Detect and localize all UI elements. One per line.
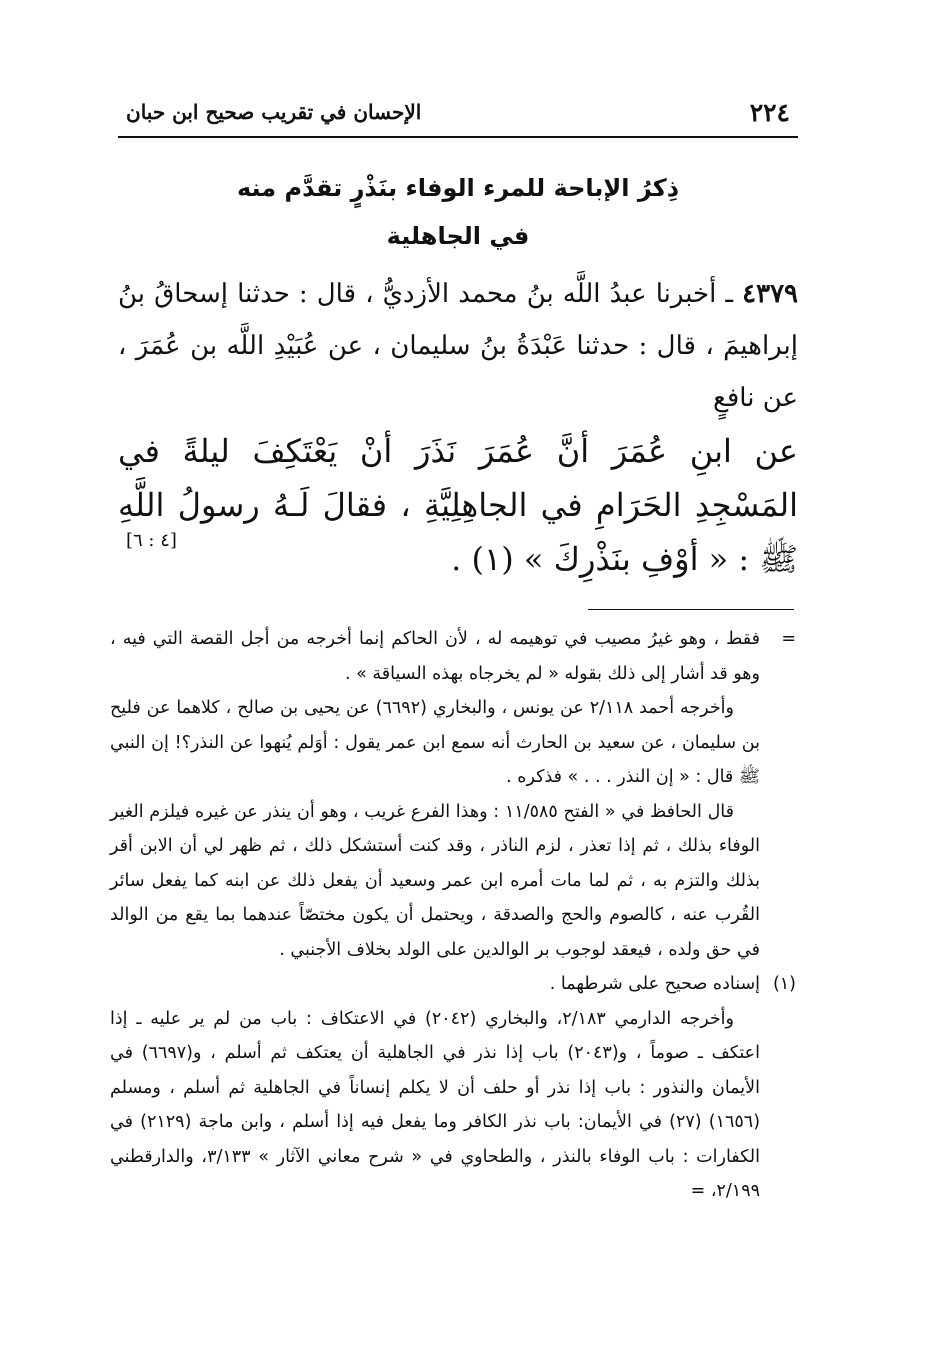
footnote-1-continued [110, 1002, 800, 1209]
chapter-title-line2: في الجاهلية [386, 222, 530, 250]
hadith-isnad [118, 268, 798, 424]
hadith-matn: عن ابنِ عُمَرَ أنَّ عُمَرَ نَذَرَ أنْ يَعْتَكِفَ ليلةً في المَسْجِدِ الحَرَامِ في الجاهِلِيَّةِ ، فقالَ لَـهُ رسولُ اللَّهِ ﷺ : « أوْفِ بنَذْرِكَ » (١) . [118, 432, 798, 578]
running-title: الإحسان في تقريب صحيح ابن حبان [126, 100, 422, 124]
footnote-1-marker: (١) [772, 974, 796, 994]
footnote-continuation-2 [110, 691, 800, 795]
hadith-reference: [٤ : ٦] [126, 530, 177, 551]
footnote-continuation-1 [110, 622, 800, 691]
footnote-text: فقط ، وهو غيرُ مصيب في توهيمه له ، لأن الحاكم إنما أخرجه من أجل القصة التي فيه ، وهو قد أشار إلى ذلك بقوله « لم يخرجاه بهذه السياقة » . [110, 629, 760, 684]
page-number: ٢٢٤ [749, 98, 790, 127]
page-header [118, 96, 798, 136]
footnote-text: وأخرجه أحمد ٢/١١٨ عن يونس ، والبخاري (٦٦٩٢) عن يحيى بن صالح ، كلاهما عن فليح بن سليمان ، عن سعيد بن الحارث أنه سمع ابن عمر يقول : أوَلم يُنهوا عن النذر؟! إن النبي ﷺ قال : « إن النذر . . . » فذكره . [110, 698, 760, 787]
footnote-1 [110, 967, 800, 1002]
footnote-text: وأخرجه الدارمي ٢/١٨٣، والبخاري (٢٠٤٢) في الاعتكاف : باب من لم ير عليه ـ إذا اعتكف ـ صوماً ، و(٢٠٤٣) باب إذا نذر في الجاهلية أن يعتكف ثم أسلم ، و(٦٦٩٧) في الأيمان والنذور : باب إذا نذر أو حلف أن لا يكلم إنساناً في الجاهلية ثم أسلم ، ومسلم (١٦٥٦) (٢٧) في الأيمان: باب نذر الكافر وما يفعل فيه إذا أسلم ، وابن ماجة (٢١٢٩) في الكفارات : باب الوفاء بالنذر ، والطحاوي في « شرح معاني الآثار » ٣/١٣٣، والدارقطني ٢/١٩٩، = [110, 1008, 761, 1201]
chapter-title-line1: ذِكرُ الإباحة للمرء الوفاء بنَذْرٍ تقدَّم منه [236, 174, 680, 202]
footnote-rule [588, 609, 794, 610]
footnote-text: إسناده صحيح على شرطهما . [549, 974, 760, 994]
hadith-number: ٤٣٧٩ [742, 279, 798, 309]
chapter-title [118, 164, 798, 260]
hadith-isnad-text: ـ أخبرنا عبدُ اللَّه بنُ محمد الأزديُّ ، قال : حدثنا إسحاقُ بنُ إبراهيمَ ، قال : حدثنا عَبْدَةُ بنُ سليمان ، عن عُبَيْدِ اللَّه بن عُمَرَ ، عن نافعٍ [118, 279, 798, 413]
header-rule [118, 136, 798, 138]
footnote-text: قال الحافظ في « الفتح ١١/٥٨٥ : وهذا الفرع غريب ، وهو أن ينذر عن غيره فيلزم الغير الوفاء بذلك ، ثم إذا تعذر ، لزم الناذر ، وقد كنت أستشكل ذلك ، ثم ظهر لي أن الابن أقر بذلك والتزم به ، ثم لما مات أمره ابن عمر وسعيد أن يفعل ذلك عن ابنه كما يفعل سائر القُرب عنه ، كالصوم والحج والصدقة ، ويحتمل أن يكون مختصّاً عندهما بما يقع من الوالد في حق ولده ، فيعقد لوجوب بر الوالدين على الولد بخلاف الأجنبي . [110, 801, 760, 960]
footnote-continuation-3 [110, 795, 800, 968]
continuation-marker: = [781, 629, 796, 649]
footnotes [110, 622, 800, 1209]
